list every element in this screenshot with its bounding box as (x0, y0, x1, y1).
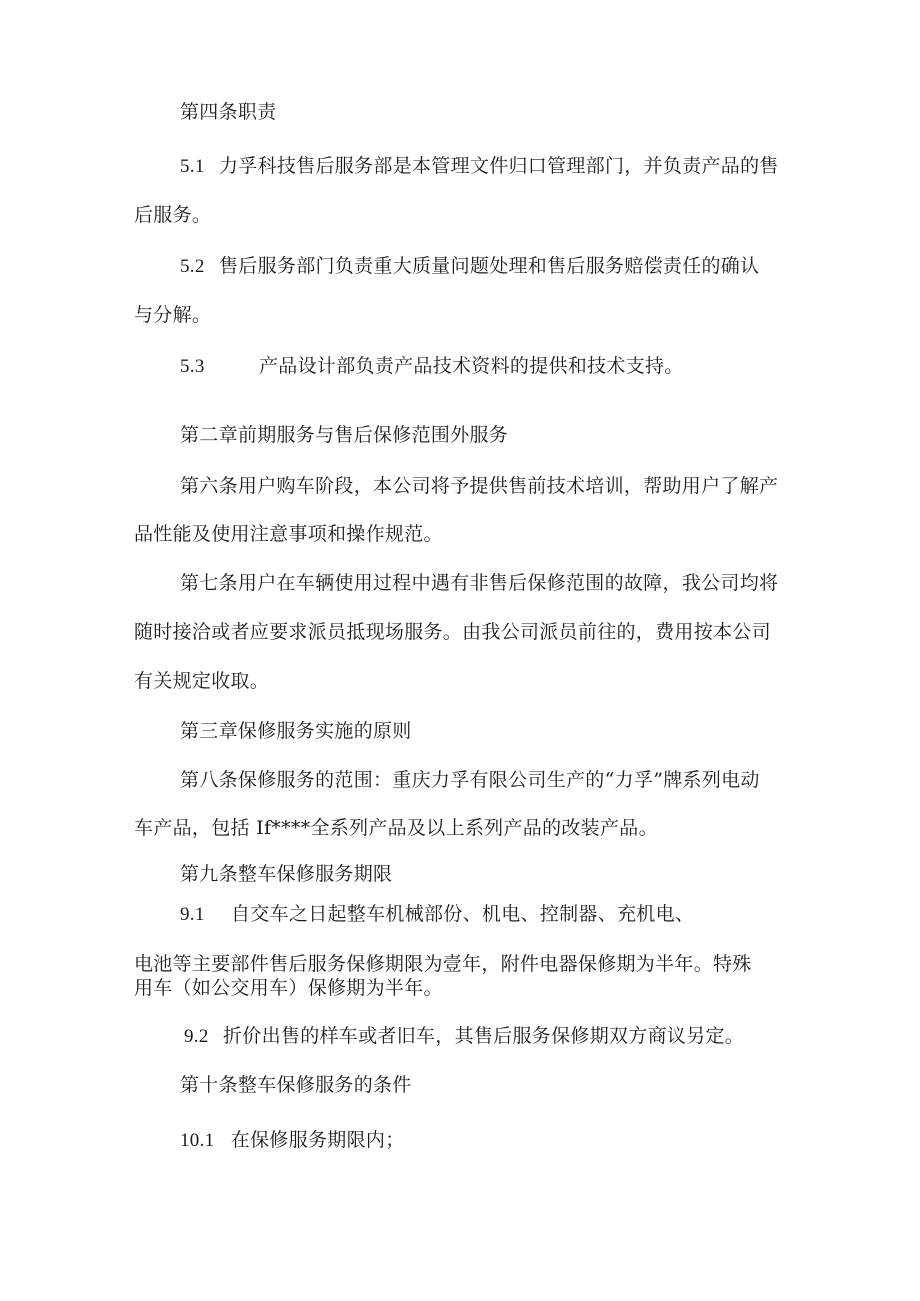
clause-9-1 (180, 902, 694, 927)
clause-10-1 (180, 1128, 405, 1153)
clause-text: 在保修服务期限内； (230, 1129, 405, 1151)
clause-5-2 (180, 254, 759, 279)
clause-text: 产品设计部负责产品技术资料的提供和技术支持。 (259, 355, 684, 377)
clause-text: 售后服务部门负责重大质量问题处理和售后服务赔偿责任的确认 (219, 255, 760, 277)
clause-9-2 (184, 1024, 744, 1049)
clause-number: 5.2 (180, 256, 205, 277)
clause-number: 9.1 (180, 904, 205, 925)
article-10-heading: 第十条整车保修服务的条件 (180, 1074, 412, 1096)
clause-5-1-continuation: 后服务。 (134, 204, 212, 226)
clause-9-1-line-2: 电池等主要部件售后服务保修期限为壹年，附件电器保修期为半年。特殊 (134, 953, 752, 975)
article-6-line-1: 第六条用户购车阶段，本公司将予提供售前技术培训，帮助用户了解产 (180, 475, 779, 497)
clause-text: 折价出售的样车或者旧车，其售后服务保修期双方商议另定。 (223, 1025, 745, 1047)
article-9-heading: 第九条整车保修服务期限 (180, 863, 393, 885)
article-7-line-2: 随时接洽或者应要求派员抵现场服务。由我公司派员前往的，费用按本公司 (134, 621, 771, 643)
article-8-line-1: 第八条保修服务的范围：重庆力孚有限公司生产的“力孚”牌系列电动 (180, 769, 760, 791)
chapter-3-heading: 第三章保修服务实施的原则 (180, 720, 412, 742)
clause-number: 5.1 (180, 156, 205, 177)
clause-number: 10.1 (180, 1130, 215, 1151)
clause-5-3 (180, 354, 684, 379)
article-7-line-1: 第七条用户在车辆使用过程中遇有非售后保修范围的故障，我公司均将 (180, 572, 779, 594)
article-4-heading: 第四条职责 (180, 101, 277, 123)
clause-9-1-line-3: 用车（如公交用车）保修期为半年。 (134, 977, 443, 999)
chapter-2-heading: 第二章前期服务与售后保修范围外服务 (180, 424, 509, 446)
clause-5-1 (180, 154, 779, 179)
article-7-line-3: 有关规定收取。 (134, 670, 270, 692)
clause-text: 力孚科技售后服务部是本管理文件归口管理部门，并负责产品的售 (219, 155, 779, 177)
clause-text: 自交车之日起整车机械部份、机电、控制器、充机电、 (231, 903, 695, 925)
clause-number: 5.3 (180, 356, 205, 377)
clause-5-2-continuation: 与分解。 (134, 304, 212, 326)
article-8-line-2: 车产品，包括 If****全系列产品及以上系列产品的改装产品。 (134, 817, 658, 839)
article-6-line-2: 品性能及使用注意事项和操作规范。 (134, 523, 443, 545)
clause-number: 9.2 (184, 1026, 209, 1047)
